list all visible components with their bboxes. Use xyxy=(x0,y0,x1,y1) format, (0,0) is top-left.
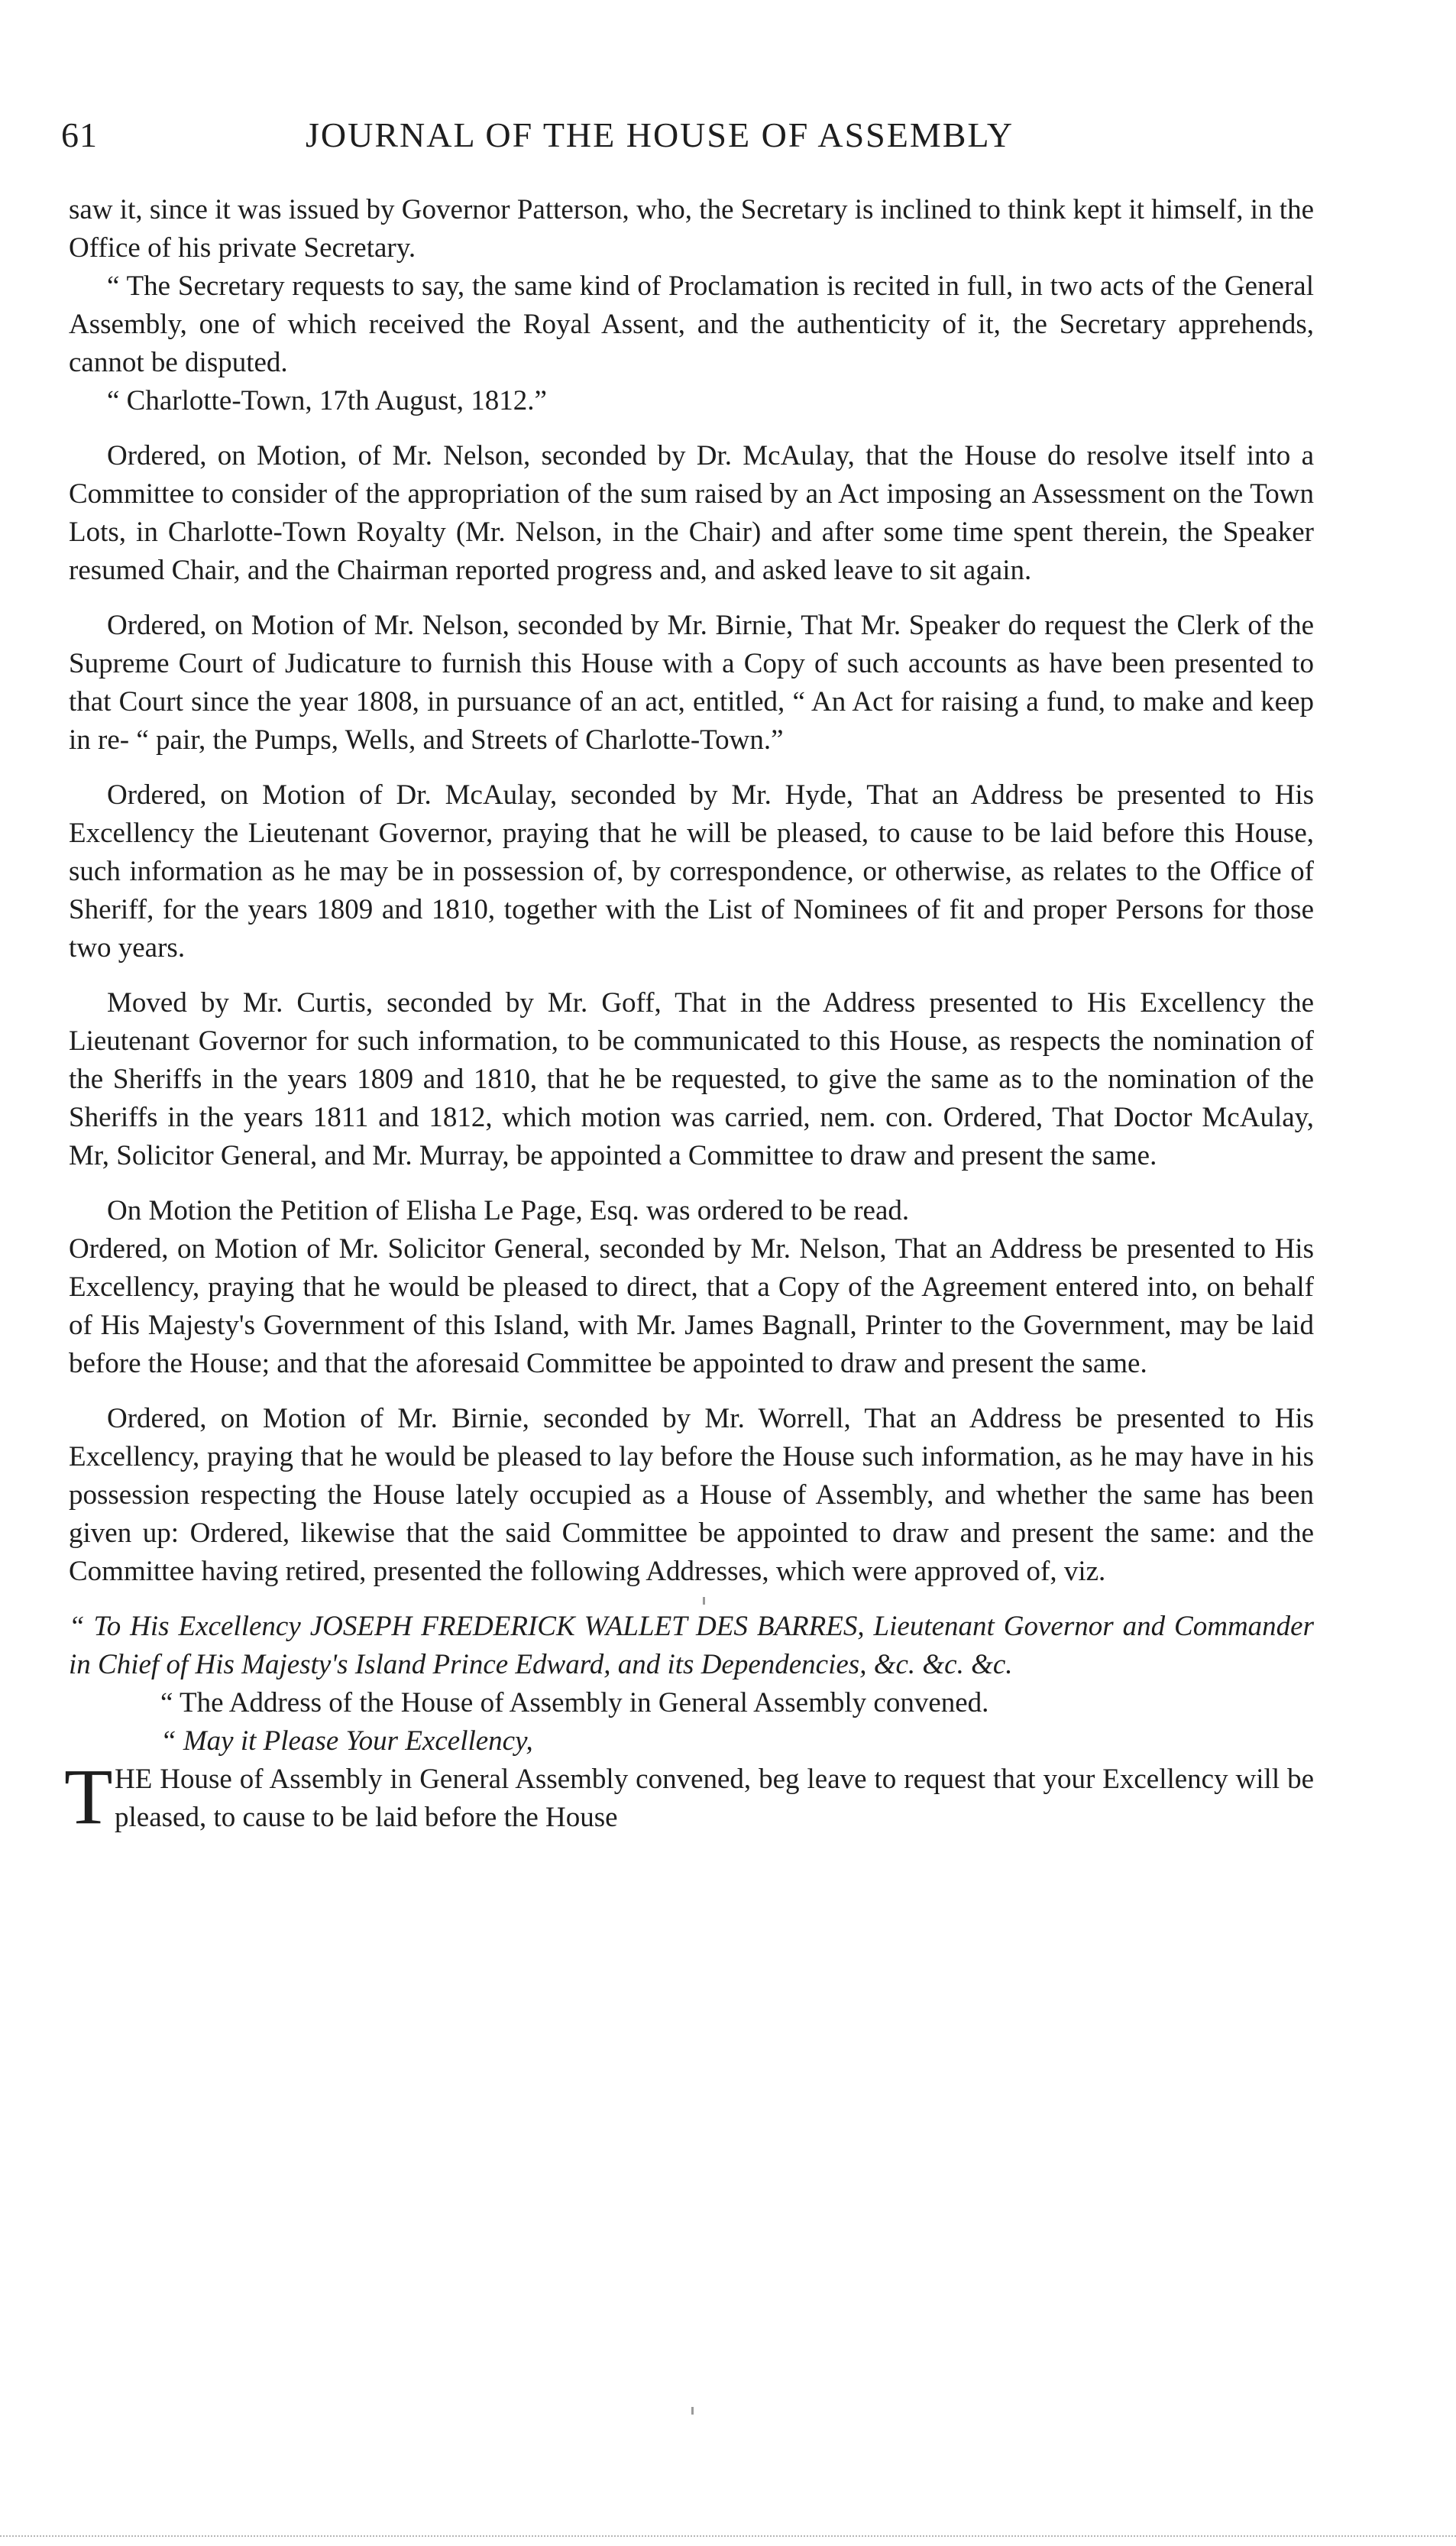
paragraph-motion-committee: Ordered, on Motion, of Mr. Nelson, seconded by Dr. McAulay, that the House do resolve itself into a Committee to consider of the appropriation of the sum raised by an Act imposing an Assessment on the Town Lots, in Charlotte-Town Royalty (Mr. Nelson, in the Chair) and after some time spent therein, the Speaker resumed Chair, and the Chairman reported progress and, and asked leave to sit again. xyxy=(69,440,1314,586)
paragraph-secretary-request: “ The Secretary requests to say, the same kind of Proclamation is recited in full, in two acts of the General Assembly, one of which received the Royal Assent, and the authenticity of it, the Secretary apprehends, cannot be disputed. xyxy=(69,270,1314,378)
address-body-text: HE House of Assembly in General Assembly convened, beg leave to request that your Excellency will be pleased, to cause to be laid before the House xyxy=(115,1764,1314,1833)
paragraph-motion-agreement: Ordered, on Motion of Mr. Solicitor General, seconded by Mr. Nelson, That an Address be presented to His Excellency, praying that he would be pleased to direct, that a Copy of the Agreement entered into, on behalf of His Majesty's Government of this Island, with Mr. James Bagnall, Printer to the Government, may be laid before the House; and that the aforesaid Committee be appointed to draw and present the same. xyxy=(69,1233,1314,1379)
running-title: JOURNAL OF THE HOUSE OF ASSEMBLY xyxy=(306,115,1014,154)
paragraph-motion-sheriff: Ordered, on Motion of Dr. McAulay, seconded by Mr. Hyde, That an Address be presented to His Excellency the Lieutenant Governor, praying that he will be pleased, to cause to be laid before this House, such information as he may be in possession of, by correspondence, or otherwise, as relates to the Office of Sheriff, for the years 1809 and 1810, together with the List of Nominees of fit and proper Persons for those two years. xyxy=(69,779,1314,964)
journal-body xyxy=(64,191,1314,1841)
address-salutation: “ May it Please Your Excellency, xyxy=(160,1725,533,1757)
page-number: 61 xyxy=(61,115,98,154)
address-subtitle: “ The Address of the House of Assembly in General Assembly convened. xyxy=(160,1687,989,1718)
print-speck xyxy=(703,1597,705,1605)
paragraph-motion-clerk: Ordered, on Motion of Mr. Nelson, seconded by Mr. Birnie, That Mr. Speaker do request the Clerk of the Supreme Court of Judicature to furnish this House with a Copy of such accounts as have been presented to that Court since the year 1808, in pursuance of an act, entitled, “ An Act for raising a fund, to make and keep in re- “ pair, the Pumps, Wells, and Streets of Charlotte-Town.” xyxy=(69,610,1314,756)
drop-cap: T xyxy=(64,1753,113,1841)
address-body xyxy=(64,1753,1314,1841)
address-heading: “ To His Excellency JOSEPH FREDERICK WALLET DES BARRES, Lieutenant Governor and Commander in Chief of His Majesty's Island Prince Edward, and its Dependencies, &c. &c. &c. xyxy=(69,1611,1314,1680)
paragraph-moved-curtis: Moved by Mr. Curtis, seconded by Mr. Goff, That in the Address presented to His Excellency the Lieutenant Governor for such information, to be communicated to this House, as respects the nomination of the Sheriffs in the years 1809 and 1810, that he be requested, to give the same as to the nomination of the Sheriffs in the years 1811 and 1812, which motion was carried, nem. con. Ordered, That Doctor McAulay, Mr, Solicitor General, and Mr. Murray, be appointed a Committee to draw and present the same. xyxy=(69,987,1314,1171)
paragraph-petition: On Motion the Petition of Elisha Le Page, Esq. was ordered to be read. xyxy=(107,1195,910,1226)
page-header xyxy=(61,115,1322,168)
print-speck xyxy=(691,2407,694,2415)
paragraph-motion-house: Ordered, on Motion of Mr. Birnie, seconded by Mr. Worrell, That an Address be presented to His Excellency, praying that he would be pleased to lay before the House such information, as he may have in his possession respecting the House lately occupied as a House of Assembly, and whether the same has been given up: Ordered, likewise that the said Committee be appointed to draw and present the same: and the Committee having retired, presented the following Addresses, which were approved of, viz. xyxy=(69,1403,1314,1587)
paragraph-continuation: saw it, since it was issued by Governor Patterson, who, the Secretary is inclined to think kept it himself, in the Office of his private Secretary. xyxy=(69,194,1314,264)
page-edge-rule xyxy=(0,2535,1456,2539)
paragraph-dateline: “ Charlotte-Town, 17th August, 1812.” xyxy=(107,385,547,416)
